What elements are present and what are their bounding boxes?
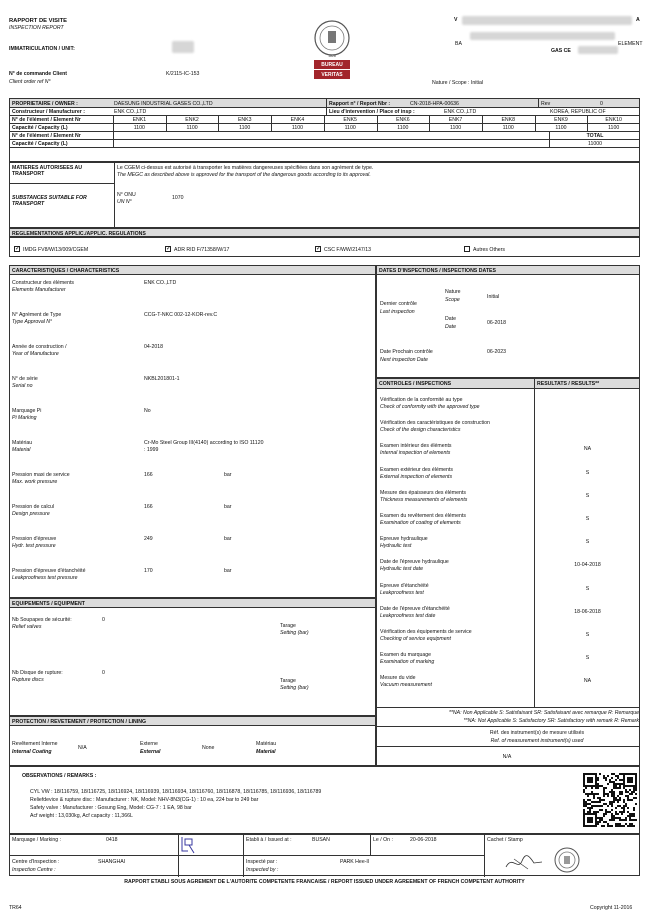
field-text: Reliefdevice & rupture disc : Manufacturer : NK, Model: NHV-8N3(CG-1) : 10 ea, 224 bar to 249 bar: [30, 797, 259, 803]
field-text: SHANGHAI: [98, 859, 126, 865]
element-cell: [113, 131, 114, 139]
element-cell: [549, 139, 550, 147]
field-text: Marquage / Marking :: [12, 837, 62, 843]
field-text: **NA: Not Applicable S: Satisfactory SR: Satisfactory with remark R: Remark: [463, 718, 639, 724]
control-result: 10-04-2018: [574, 562, 601, 569]
header-right-1: V: [454, 17, 458, 23]
control-label: Date de l'épreuve d'étanchéité: [380, 605, 450, 612]
control-result: S: [585, 492, 590, 499]
char-label: Marquage Pi: [12, 408, 42, 414]
field-text: Rupture discs: [12, 677, 44, 683]
char-label-en: Design pressure: [12, 511, 50, 517]
field-text: KOREA, REPUBLIC OF: [550, 109, 606, 115]
char-label: Pression de calcul: [12, 504, 55, 510]
char-label: Pression d'épreuve d'étanchéité: [12, 568, 86, 574]
element-name: ENK10: [605, 116, 622, 123]
char-label-en: Material: [12, 447, 31, 453]
field-text: 0: [600, 100, 603, 107]
field-text: ENK CO.,LTD: [444, 109, 477, 115]
field-text: Date: [445, 316, 456, 322]
field-text: Capacité / Capacity (L): [12, 125, 68, 131]
field-text: Internal Coating: [12, 749, 52, 755]
field-text: None: [202, 745, 215, 751]
header-right-3: BA: [455, 41, 462, 47]
char-label-en: Type Approval N°: [12, 319, 53, 325]
field-text: 20-06-2018: [410, 837, 437, 843]
char-value: CCG-T-NKC 002-12-KOR-rev.C: [144, 312, 218, 318]
field-text: Nature: [445, 289, 461, 295]
field-text: Nb Soupapes de sécurité:: [12, 617, 72, 623]
field-text: Constructeur / Manufacturer :: [12, 109, 85, 115]
field-text: Revêtement Interne: [12, 741, 58, 747]
field-text: Scope: [445, 297, 460, 303]
official-stamp-icon: [554, 847, 580, 873]
char-label-en: Hydr. test pressure: [12, 543, 56, 549]
field-text: Cachet / Stamp: [487, 837, 523, 843]
regs-section: [9, 237, 640, 257]
element-name: ENK6: [396, 116, 410, 123]
char-label: N° de série: [12, 376, 38, 382]
field-text: N° ONU: [117, 192, 136, 198]
field-text: Rapport n° / Report Nbr :: [329, 100, 391, 107]
field-text: Capacité / Capacity (L): [12, 141, 68, 147]
field-text: Acf weight : 13,030kg, Acf capacity : 11,366L: [30, 813, 133, 819]
element-name: ENK5: [343, 116, 357, 123]
control-label: Examen intérieur des éléments: [380, 443, 452, 450]
agreement-text: RAPPORT ETABLI SOUS AGREMENT DE L'AUTORITE COMPETENTE FRANCAISE / REPORT ISSUED UNDER AGREEMENT OF FRENCH COMPETENT AUTHORITY: [124, 879, 525, 885]
control-result: 18-06-2018: [574, 608, 601, 615]
char-label: Pression d'épreuve: [12, 536, 57, 542]
field-text: Inspection Centre :: [12, 867, 56, 873]
element-capacity: 1100: [344, 124, 356, 131]
header-right-5: GAS CE: [551, 48, 571, 54]
control-label-en: Leakproofness test date: [380, 612, 436, 619]
field-text: N° de l'élément / Element Nr: [12, 133, 81, 139]
field-text: Inspected by :: [246, 867, 279, 873]
form-code: TR64: [9, 905, 22, 911]
char-label-en: Pi Marking: [12, 415, 37, 421]
field-text: VERITAS: [321, 72, 343, 78]
field-text: Inspecté par :: [246, 859, 278, 865]
control-label-en: Check of the design characteristics: [380, 427, 461, 434]
control-label: Epreuve hydraulique: [380, 536, 428, 543]
control-label-en: Vacuum measurement: [380, 682, 432, 689]
field-text: OBSERVATIONS / REMARKS :: [22, 773, 97, 779]
field-text: Tarage: [280, 678, 296, 684]
field-text: 06-2023: [487, 349, 507, 355]
element-capacity: 1100: [555, 124, 567, 131]
matieres-section: [9, 162, 640, 228]
char-value: 170: [144, 568, 153, 574]
control-result: S: [585, 655, 590, 662]
element-capacity: 1100: [239, 124, 251, 131]
field-text: ENK CO.,LTD: [114, 109, 147, 115]
control-label-en: Thickness measurements of elements: [380, 496, 468, 503]
field-text: Initial: [487, 294, 500, 300]
field-text: Setting (bar): [280, 685, 309, 691]
field-text: Le / On :: [373, 837, 393, 843]
element-capacity: 1100: [608, 124, 620, 131]
control-label: Epreuve d'étanchéité: [380, 582, 429, 589]
char-label-en: Year of Manufacture: [12, 351, 59, 357]
field-text: Date Prochain contrôle: [380, 349, 433, 355]
controls-section: [376, 378, 640, 766]
reg-checkbox-others[interactable]: [464, 246, 470, 252]
field-text: CARACTERISTIQUES / CHARACTERISTICS: [12, 267, 120, 274]
field-text: Last inspection: [380, 309, 415, 315]
control-label: Examen du marquage: [380, 652, 432, 659]
control-label: Vérification des caractéristiques de construction: [380, 420, 490, 427]
field-text: ADR RID F/71358/W/17: [174, 247, 230, 253]
char-unit: bar: [224, 568, 232, 574]
control-label-en: Hydraulic test: [380, 543, 412, 550]
char-label: Année de construction /: [12, 344, 67, 350]
field-text: Le CGEM ci-dessus est autorisé à transporter les matières dangereuses spécifiées dans son agrément de type.: [117, 165, 374, 171]
char-value: ENK CO.,LTD: [144, 280, 177, 286]
control-label-en: Check of conformity with the approved type: [380, 404, 480, 410]
control-result: S: [585, 539, 590, 546]
element-name: ENK3: [237, 116, 252, 123]
characteristics-section: [9, 265, 376, 598]
field-text: External: [140, 749, 161, 755]
char-value: Cr-Mo Steel Group III(4140) according to ISO 11120: [144, 440, 264, 446]
char-unit: bar: [224, 536, 232, 542]
bureau-veritas-logo: [312, 18, 352, 84]
field-text: DAESUNG INDUSTRIAL GASES CO.,LTD: [114, 100, 213, 107]
field-text: Ref. of measurement instrument(s) used: [490, 738, 584, 744]
field-text: BUSAN: [312, 837, 330, 843]
control-label: Mesure du vide: [380, 675, 416, 682]
control-label-en: Examination of coating of elements: [380, 520, 461, 526]
field-text: Rev: [541, 100, 551, 107]
control-result: S: [585, 585, 590, 592]
marking-stamp-icon: [180, 835, 196, 855]
control-label: Vérification de la conformité au type: [380, 397, 463, 403]
control-label-en: Examination of marking: [380, 659, 435, 666]
element-capacity: 1100: [502, 124, 514, 131]
field-text: DATES D'INSPECTIONS / INSPECTIONS DATES: [379, 267, 496, 274]
field-text: Next inspection Date: [380, 357, 428, 363]
control-label: Examen du revêtement des éléments: [380, 513, 466, 519]
control-result: S: [585, 469, 590, 476]
control-label-en: External inspection of elements: [380, 473, 453, 480]
char-label: N° Agrément de Type: [12, 312, 62, 318]
char-value: : 1999: [144, 447, 159, 453]
field-text: N° de l'élément / Element Nr: [12, 117, 81, 123]
char-value: 166: [144, 504, 153, 510]
element-cell: [113, 139, 114, 147]
field-text: TOTAL: [586, 133, 604, 139]
order-label-en: Client order ref N°: [9, 79, 51, 85]
inspector-signature: [504, 851, 544, 873]
footer-section: [9, 834, 640, 876]
field-text: Réf. des instrument(s) de mesure utilisés: [489, 730, 585, 736]
char-value: 166: [144, 472, 153, 478]
field-text: N/A: [78, 745, 87, 751]
reg-checkbox-imdg[interactable]: ✓: [15, 246, 21, 252]
control-label-en: Leakproofness test: [380, 589, 424, 596]
control-label-en: Checking of service equipment: [380, 636, 451, 642]
element-capacity: 1100: [186, 124, 198, 131]
order-label: N° de commande Client: [9, 71, 67, 77]
field-text: Centre d'Inspection :: [12, 859, 60, 865]
control-result: NA: [583, 446, 592, 453]
field-text: Date: [445, 324, 456, 330]
char-label-en: Max. work pressure: [12, 479, 58, 485]
reg-checkbox-adr[interactable]: ✓: [166, 246, 172, 252]
field-text: MATIERES AUTORISEES AU TRANSPORT: [12, 165, 83, 177]
report-title-en: INSPECTION REPORT: [9, 25, 64, 31]
char-unit: bar: [224, 472, 232, 478]
field-text: 0418: [106, 837, 118, 843]
field-text: Etabli à / Issued at :: [246, 837, 292, 843]
element-capacity: 1100: [291, 124, 304, 131]
field-text: **NA: Non Applicable S: Satisfaisant SR: Satisfaisant avec remarque R: Remarque: [448, 710, 639, 716]
element-name: ENK2: [185, 116, 199, 123]
field-text: CYL VW : 18/116759, 18/116725, 18/116924, 18/116939, 18/116934, 18/116760, 18/116878, 18/116785, 18/116936, 18/116789: [30, 789, 322, 795]
field-text: UN N°: [117, 199, 132, 205]
char-value: NKBL201801-1: [144, 376, 180, 382]
field-text: PARK Hee-Il: [340, 859, 370, 865]
field-text: Nb Disque de rupture:: [12, 670, 63, 676]
qr-code-icon: [583, 773, 637, 827]
regs-header: [9, 228, 640, 237]
char-value: 249: [144, 536, 153, 542]
field-text: PROTECTION / REVETEMENT / PROTECTION / LINING: [12, 718, 147, 725]
char-label-en: Leakproofness test pressure: [12, 575, 78, 581]
char-label-en: Elements Manufacturer: [12, 287, 66, 293]
equipment-section: [9, 598, 376, 716]
element-name: ENK7: [448, 116, 463, 123]
field-text: BUREAU: [321, 62, 343, 68]
copyright: Copyright 11-2016: [590, 905, 633, 911]
control-result: S: [585, 516, 590, 522]
field-text: Safety valve : Manufacturer : Gosung Eng, Model: CG-7 : 1 EA, 98 bar: [30, 805, 192, 811]
field-text: Setting (bar): [280, 630, 309, 636]
char-value: No: [144, 408, 151, 414]
element-name: ENK8: [501, 116, 516, 123]
field-text: CONTROLES / INSPECTIONS: [379, 381, 452, 387]
element-name: ENK1: [132, 116, 147, 123]
control-label: Mesure des épaisseurs des éléments: [380, 489, 466, 496]
field-text: Tarage: [280, 623, 296, 629]
field-text: SUBSTANCES SUITABLE FOR TRANSPORT: [12, 195, 87, 207]
control-result: S: [585, 632, 590, 638]
field-text: REGLEMENTATIONS APPLIC./APPLIC. REGULATIONS: [12, 230, 146, 237]
dates-section: [376, 265, 640, 378]
field-text: 11000: [587, 141, 603, 147]
immat-label: IMMATRICULATION / UNIT:: [9, 46, 75, 52]
header-right-4: ELEMENT: [618, 41, 643, 47]
element-capacity: 1100: [133, 124, 145, 131]
element-name: ENK4: [290, 116, 305, 123]
field-text: 1070: [172, 195, 184, 201]
control-label: Date de l'épreuve hydraulique: [380, 559, 449, 566]
field-text: Autres Others: [473, 247, 506, 253]
char-label: Constructeur des éléments: [12, 280, 74, 286]
field-text: Lieu d'intervention / Place of insp :: [329, 109, 415, 115]
element-capacity: 1100: [397, 124, 409, 131]
char-unit: bar: [224, 504, 232, 510]
field-text: 1828: [328, 54, 336, 58]
control-label-en: Hydraulic test date: [380, 566, 423, 573]
field-text: Relief valves: [12, 624, 42, 630]
order-value: K/2115-IC-153: [166, 71, 200, 77]
control-label: Vérification des équipements de service: [380, 629, 472, 635]
field-text: N/A: [502, 754, 512, 760]
header-right-2: A: [636, 17, 640, 23]
element-name: ENK9: [554, 116, 568, 123]
control-result: NA: [583, 678, 592, 685]
char-value: 04-2018: [144, 344, 164, 350]
field-text: IMDG FV8/W/13/009/CGEM: [23, 247, 89, 253]
field-text: RESULTATS / RESULTS**: [537, 381, 600, 387]
reg-checkbox-csc[interactable]: ✓: [316, 246, 322, 252]
char-label: Matériau: [12, 440, 33, 446]
remarks-section: [9, 766, 640, 834]
field-text: Dernier contrôle: [380, 301, 417, 307]
nature-scope: Nature / Scope : Initial: [432, 80, 484, 86]
field-text: The MEGC as described above is approved for the transport of the dangerous goods according to its approval.: [117, 172, 371, 178]
field-text: Material: [256, 749, 276, 755]
char-label: Pression maxi de service: [12, 472, 70, 478]
char-label-en: Serial no: [12, 383, 33, 389]
field-text: EQUIPEMENTS / EQUIPMENT: [12, 600, 85, 607]
field-text: 0: [102, 670, 105, 676]
protection-section: [9, 716, 376, 766]
element-capacity: 1100: [449, 124, 462, 131]
field-text: 06-2018: [487, 320, 507, 326]
report-title: RAPPORT DE VISITE: [9, 18, 67, 24]
field-text: CN-2018-HPA-00636: [410, 100, 459, 107]
field-text: 0: [102, 617, 105, 623]
field-text: Matériau: [256, 741, 277, 747]
control-label: Examen extérieur des éléments: [380, 466, 453, 473]
field-text: PROPRIETAIRE / OWNER :: [12, 100, 78, 107]
control-label-en: Internal inspection of elements: [380, 450, 451, 457]
field-text: Externe: [140, 741, 158, 747]
field-text: CSC F/WW/2147/13: [324, 247, 371, 253]
element-cell: [549, 131, 550, 139]
